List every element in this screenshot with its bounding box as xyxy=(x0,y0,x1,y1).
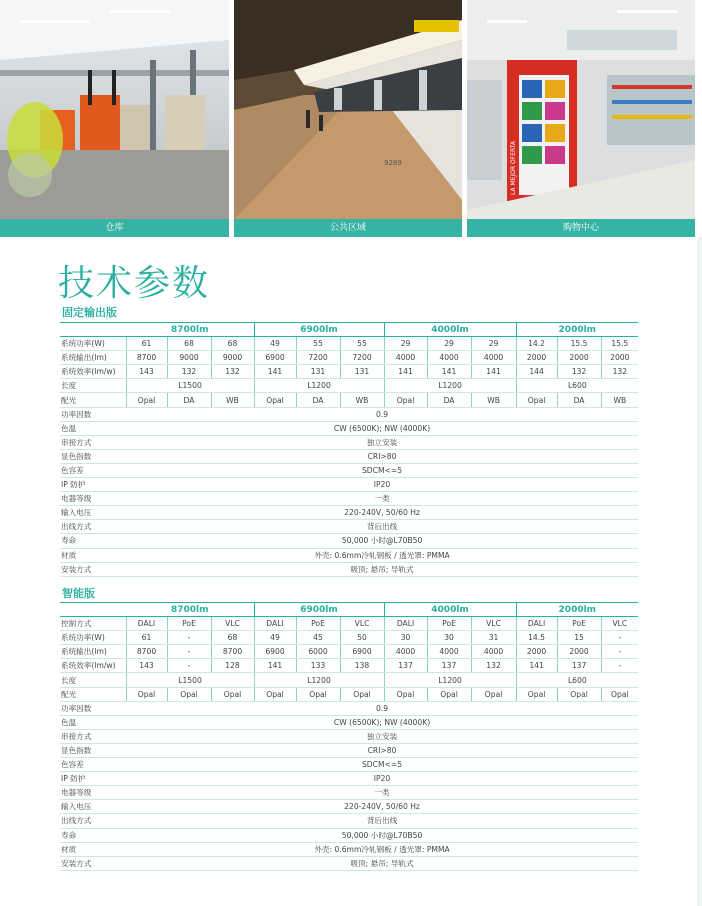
table-cell: 141 xyxy=(384,365,427,379)
table-cell: 6900 xyxy=(254,351,296,365)
table-cell: DALI xyxy=(254,617,296,631)
table-cell: Opal xyxy=(471,687,516,701)
spec-value: 吸顶; 悬吊; 导轨式 xyxy=(126,562,638,576)
table-cell: 131 xyxy=(340,365,384,379)
table-row-spec xyxy=(60,562,638,576)
row-label: 色温 xyxy=(60,715,126,729)
group-header: 4000lm xyxy=(384,603,516,617)
table-cell: 14.5 xyxy=(516,631,557,645)
table-cell: - xyxy=(167,631,211,645)
table-cell: 6900 xyxy=(254,645,296,659)
row-label: 出线方式 xyxy=(60,814,126,828)
table-cell: PoE xyxy=(427,617,471,631)
group-header: 6900lm xyxy=(254,323,384,337)
row-label: IP 防护 xyxy=(60,772,126,786)
metro-photo xyxy=(234,0,462,237)
table-cell: 4000 xyxy=(471,645,516,659)
table-row-spec xyxy=(60,743,638,757)
table-cell: 144 xyxy=(516,365,557,379)
table-cell: 7200 xyxy=(340,351,384,365)
section-title-fixed: 固定输出版 xyxy=(62,306,117,319)
spec-value: SDCM<=5 xyxy=(126,758,638,772)
row-label: 长度 xyxy=(60,673,126,687)
spec-value: 独立安装 xyxy=(126,435,638,449)
table-row-spec xyxy=(60,421,638,435)
table-cell: 9000 xyxy=(167,351,211,365)
row-label: 长度 xyxy=(60,379,126,393)
group-header-blank xyxy=(60,323,126,337)
table-cell: VLC xyxy=(471,617,516,631)
table-cell: 4000 xyxy=(427,645,471,659)
spec-value: 50,000 小时@L70B50 xyxy=(126,828,638,842)
spec-value: 一类 xyxy=(126,786,638,800)
row-label: 输入电压 xyxy=(60,800,126,814)
table-cell: 15.5 xyxy=(557,337,601,351)
spec-value: CW (6500K); NW (4000K) xyxy=(126,421,638,435)
row-label: 功率因数 xyxy=(60,407,126,421)
spec-table-body xyxy=(60,323,638,577)
table-cell: 2000 xyxy=(516,351,557,365)
table-row xyxy=(60,337,638,351)
row-label: 系统输出(lm) xyxy=(60,645,126,659)
table-cell: 131 xyxy=(296,365,340,379)
row-label: 系统效率(lm/w) xyxy=(60,365,126,379)
row-label: 系统功率(W) xyxy=(60,337,126,351)
table-cell: Opal xyxy=(384,687,427,701)
photo-caption: 公共区域 xyxy=(234,219,462,237)
table-row-spec xyxy=(60,758,638,772)
table-cell: VLC xyxy=(340,617,384,631)
table-cell: 29 xyxy=(427,337,471,351)
table-row xyxy=(60,687,638,701)
spec-table-body xyxy=(60,603,638,871)
table-cell: Opal xyxy=(516,687,557,701)
table-cell: L600 xyxy=(516,673,638,687)
table-cell: 29 xyxy=(471,337,516,351)
table-row-spec xyxy=(60,534,638,548)
group-header: 8700lm xyxy=(126,603,254,617)
table-cell: 8700 xyxy=(126,351,167,365)
row-label: 显色指数 xyxy=(60,449,126,463)
table-cell: Opal xyxy=(601,687,638,701)
table-row-spec xyxy=(60,800,638,814)
row-label: 系统效率(lm/w) xyxy=(60,659,126,673)
table-cell: Opal xyxy=(384,393,427,407)
spec-value: CRI>80 xyxy=(126,449,638,463)
table-cell: 4000 xyxy=(427,351,471,365)
photo-strip xyxy=(0,0,702,237)
table-row-spec xyxy=(60,478,638,492)
table-cell: 141 xyxy=(516,659,557,673)
table-row-spec xyxy=(60,701,638,715)
table-row-spec xyxy=(60,786,638,800)
side-strip xyxy=(697,237,702,906)
banner-text: LA MEJOR OFERTA xyxy=(510,140,517,195)
table-cell: DA xyxy=(557,393,601,407)
table-cell: 133 xyxy=(296,659,340,673)
table-cell: WB xyxy=(601,393,638,407)
table-cell: 29 xyxy=(384,337,427,351)
spec-value: 0.9 xyxy=(126,407,638,421)
table-row xyxy=(60,617,638,631)
table-row xyxy=(60,631,638,645)
table-cell: Opal xyxy=(126,687,167,701)
table-cell: L1500 xyxy=(126,379,254,393)
table-row xyxy=(60,659,638,673)
section-title-smart: 智能版 xyxy=(62,587,95,600)
table-row-spec xyxy=(60,492,638,506)
spec-value: 吸顶; 悬吊; 导轨式 xyxy=(126,856,638,870)
group-header: 4000lm xyxy=(384,323,516,337)
table-cell: - xyxy=(601,631,638,645)
row-label: 显色指数 xyxy=(60,743,126,757)
group-header-blank xyxy=(60,603,126,617)
table-cell: 2000 xyxy=(601,351,638,365)
table-row-spec xyxy=(60,828,638,842)
table-cell: - xyxy=(601,659,638,673)
row-label: 安装方式 xyxy=(60,562,126,576)
spec-value: 背后出线 xyxy=(126,814,638,828)
table-cell: DALI xyxy=(384,617,427,631)
table-row-spec xyxy=(60,506,638,520)
table-row-spec xyxy=(60,407,638,421)
table-cell: PoE xyxy=(167,617,211,631)
table-cell: Opal xyxy=(557,687,601,701)
table-cell: 4000 xyxy=(471,351,516,365)
table-cell: 15.5 xyxy=(601,337,638,351)
row-label: 安装方式 xyxy=(60,856,126,870)
row-label: 功率因数 xyxy=(60,701,126,715)
table-cell: 128 xyxy=(211,659,254,673)
group-header: 2000lm xyxy=(516,323,638,337)
table-cell: 132 xyxy=(167,365,211,379)
table-row-spec xyxy=(60,548,638,562)
table-cell: DA xyxy=(167,393,211,407)
warehouse-illustration xyxy=(0,0,229,237)
table-cell: 6900 xyxy=(340,645,384,659)
warehouse-photo xyxy=(0,0,229,237)
table-row-spec xyxy=(60,715,638,729)
table-row-length xyxy=(60,673,638,687)
spec-value: 0.9 xyxy=(126,701,638,715)
table-row-spec xyxy=(60,842,638,856)
row-label: 系统功率(W) xyxy=(60,631,126,645)
page-title: 技术参数 xyxy=(58,263,211,304)
table-cell: 132 xyxy=(211,365,254,379)
table-cell: 14.2 xyxy=(516,337,557,351)
table-cell: Opal xyxy=(126,393,167,407)
table-cell: 30 xyxy=(427,631,471,645)
group-header: 8700lm xyxy=(126,323,254,337)
row-label: 出线方式 xyxy=(60,520,126,534)
table-cell: 137 xyxy=(557,659,601,673)
table-row-spec xyxy=(60,449,638,463)
table-row-spec xyxy=(60,856,638,870)
table-cell: 61 xyxy=(126,631,167,645)
table-cell: PoE xyxy=(557,617,601,631)
table-row-spec xyxy=(60,463,638,477)
table-row-length xyxy=(60,379,638,393)
table-cell: 15 xyxy=(557,631,601,645)
table-cell: WB xyxy=(211,393,254,407)
table-cell: Opal xyxy=(427,687,471,701)
table-cell: 45 xyxy=(296,631,340,645)
table-cell: - xyxy=(167,659,211,673)
table-cell: PoE xyxy=(296,617,340,631)
table-cell: 143 xyxy=(126,365,167,379)
table-cell: 141 xyxy=(254,659,296,673)
row-label: 配光 xyxy=(60,393,126,407)
table-row-spec xyxy=(60,520,638,534)
table-cell: 4000 xyxy=(384,645,427,659)
row-label: 串接方式 xyxy=(60,729,126,743)
spec-value: 独立安装 xyxy=(126,729,638,743)
table-cell: DA xyxy=(296,393,340,407)
table-cell: 137 xyxy=(384,659,427,673)
table-cell: 31 xyxy=(471,631,516,645)
spec-value: 50,000 小时@L70B50 xyxy=(126,534,638,548)
photo-caption: 仓库 xyxy=(0,219,229,237)
table-cell: Opal xyxy=(211,687,254,701)
row-label: 寿命 xyxy=(60,534,126,548)
table-row xyxy=(60,393,638,407)
table-cell: 132 xyxy=(601,365,638,379)
table-cell: DALI xyxy=(126,617,167,631)
spec-value: 背后出线 xyxy=(126,520,638,534)
table-cell: 6000 xyxy=(296,645,340,659)
row-label: 色容差 xyxy=(60,758,126,772)
row-label: 色温 xyxy=(60,421,126,435)
table-cell: 2000 xyxy=(557,645,601,659)
table-cell: 49 xyxy=(254,631,296,645)
table-cell: 49 xyxy=(254,337,296,351)
table-cell: L1200 xyxy=(384,379,516,393)
table-cell: Opal xyxy=(296,687,340,701)
table-row-spec xyxy=(60,772,638,786)
row-label: 系统输出(lm) xyxy=(60,351,126,365)
table-cell: L1200 xyxy=(254,379,384,393)
table-row xyxy=(60,351,638,365)
group-header-row xyxy=(60,323,638,337)
photo-caption: 购物中心 xyxy=(467,219,695,237)
table-row xyxy=(60,645,638,659)
table-cell: DA xyxy=(427,393,471,407)
spec-value: IP20 xyxy=(126,772,638,786)
spec-table-fixed xyxy=(60,322,638,577)
row-label: 材质 xyxy=(60,842,126,856)
table-cell: VLC xyxy=(211,617,254,631)
group-header: 2000lm xyxy=(516,603,638,617)
table-cell: WB xyxy=(340,393,384,407)
row-label: 色容差 xyxy=(60,463,126,477)
spec-value: CRI>80 xyxy=(126,743,638,757)
spec-value: 外壳: 0.6mm冷轧钢板 / 透光罩: PMMA xyxy=(126,548,638,562)
table-row-spec xyxy=(60,729,638,743)
spec-value: IP20 xyxy=(126,478,638,492)
table-cell: 138 xyxy=(340,659,384,673)
table-cell: 4000 xyxy=(384,351,427,365)
table-cell: 141 xyxy=(471,365,516,379)
table-cell: L1200 xyxy=(254,673,384,687)
metro-illustration xyxy=(234,0,462,237)
table-cell: 137 xyxy=(427,659,471,673)
train-number-text: 9289 xyxy=(384,159,402,167)
spec-value: 外壳: 0.6mm冷轧钢板 / 透光罩: PMMA xyxy=(126,842,638,856)
table-cell: 2000 xyxy=(516,645,557,659)
table-cell: VLC xyxy=(601,617,638,631)
table-cell: 30 xyxy=(384,631,427,645)
table-cell: 55 xyxy=(340,337,384,351)
table-cell: - xyxy=(167,645,211,659)
row-label: 输入电压 xyxy=(60,506,126,520)
table-cell: WB xyxy=(471,393,516,407)
table-cell: 50 xyxy=(340,631,384,645)
supermarket-photo xyxy=(467,0,695,237)
table-cell: - xyxy=(601,645,638,659)
table-row-spec xyxy=(60,435,638,449)
table-cell: 141 xyxy=(254,365,296,379)
table-cell: Opal xyxy=(516,393,557,407)
group-header: 6900lm xyxy=(254,603,384,617)
table-cell: 2000 xyxy=(557,351,601,365)
row-label: 寿命 xyxy=(60,828,126,842)
row-label: 电器等级 xyxy=(60,786,126,800)
table-cell: 7200 xyxy=(296,351,340,365)
table-cell: Opal xyxy=(254,393,296,407)
spec-value: 220-240V, 50/60 Hz xyxy=(126,506,638,520)
spec-value: SDCM<=5 xyxy=(126,463,638,477)
group-header-row xyxy=(60,603,638,617)
table-cell: L600 xyxy=(516,379,638,393)
table-cell: 8700 xyxy=(126,645,167,659)
table-cell: 68 xyxy=(211,337,254,351)
table-row-spec xyxy=(60,814,638,828)
spec-value: 一类 xyxy=(126,492,638,506)
table-cell: 141 xyxy=(427,365,471,379)
table-cell: 9000 xyxy=(211,351,254,365)
table-cell: 68 xyxy=(167,337,211,351)
table-cell: Opal xyxy=(167,687,211,701)
row-label: 材质 xyxy=(60,548,126,562)
table-row xyxy=(60,365,638,379)
spec-table-smart xyxy=(60,602,638,871)
table-cell: Opal xyxy=(340,687,384,701)
table-cell: L1500 xyxy=(126,673,254,687)
table-cell: 132 xyxy=(557,365,601,379)
table-cell: 8700 xyxy=(211,645,254,659)
row-label: 电器等级 xyxy=(60,492,126,506)
row-label: 配光 xyxy=(60,687,126,701)
row-label: 串接方式 xyxy=(60,435,126,449)
table-cell: 143 xyxy=(126,659,167,673)
table-cell: DALI xyxy=(516,617,557,631)
table-cell: 132 xyxy=(471,659,516,673)
row-label: IP 防护 xyxy=(60,478,126,492)
table-cell: L1200 xyxy=(384,673,516,687)
table-cell: 61 xyxy=(126,337,167,351)
table-cell: Opal xyxy=(254,687,296,701)
row-label: 控制方式 xyxy=(60,617,126,631)
spec-value: CW (6500K); NW (4000K) xyxy=(126,715,638,729)
table-cell: 68 xyxy=(211,631,254,645)
spec-value: 220-240V, 50/60 Hz xyxy=(126,800,638,814)
supermarket-illustration xyxy=(467,0,695,237)
table-cell: 55 xyxy=(296,337,340,351)
